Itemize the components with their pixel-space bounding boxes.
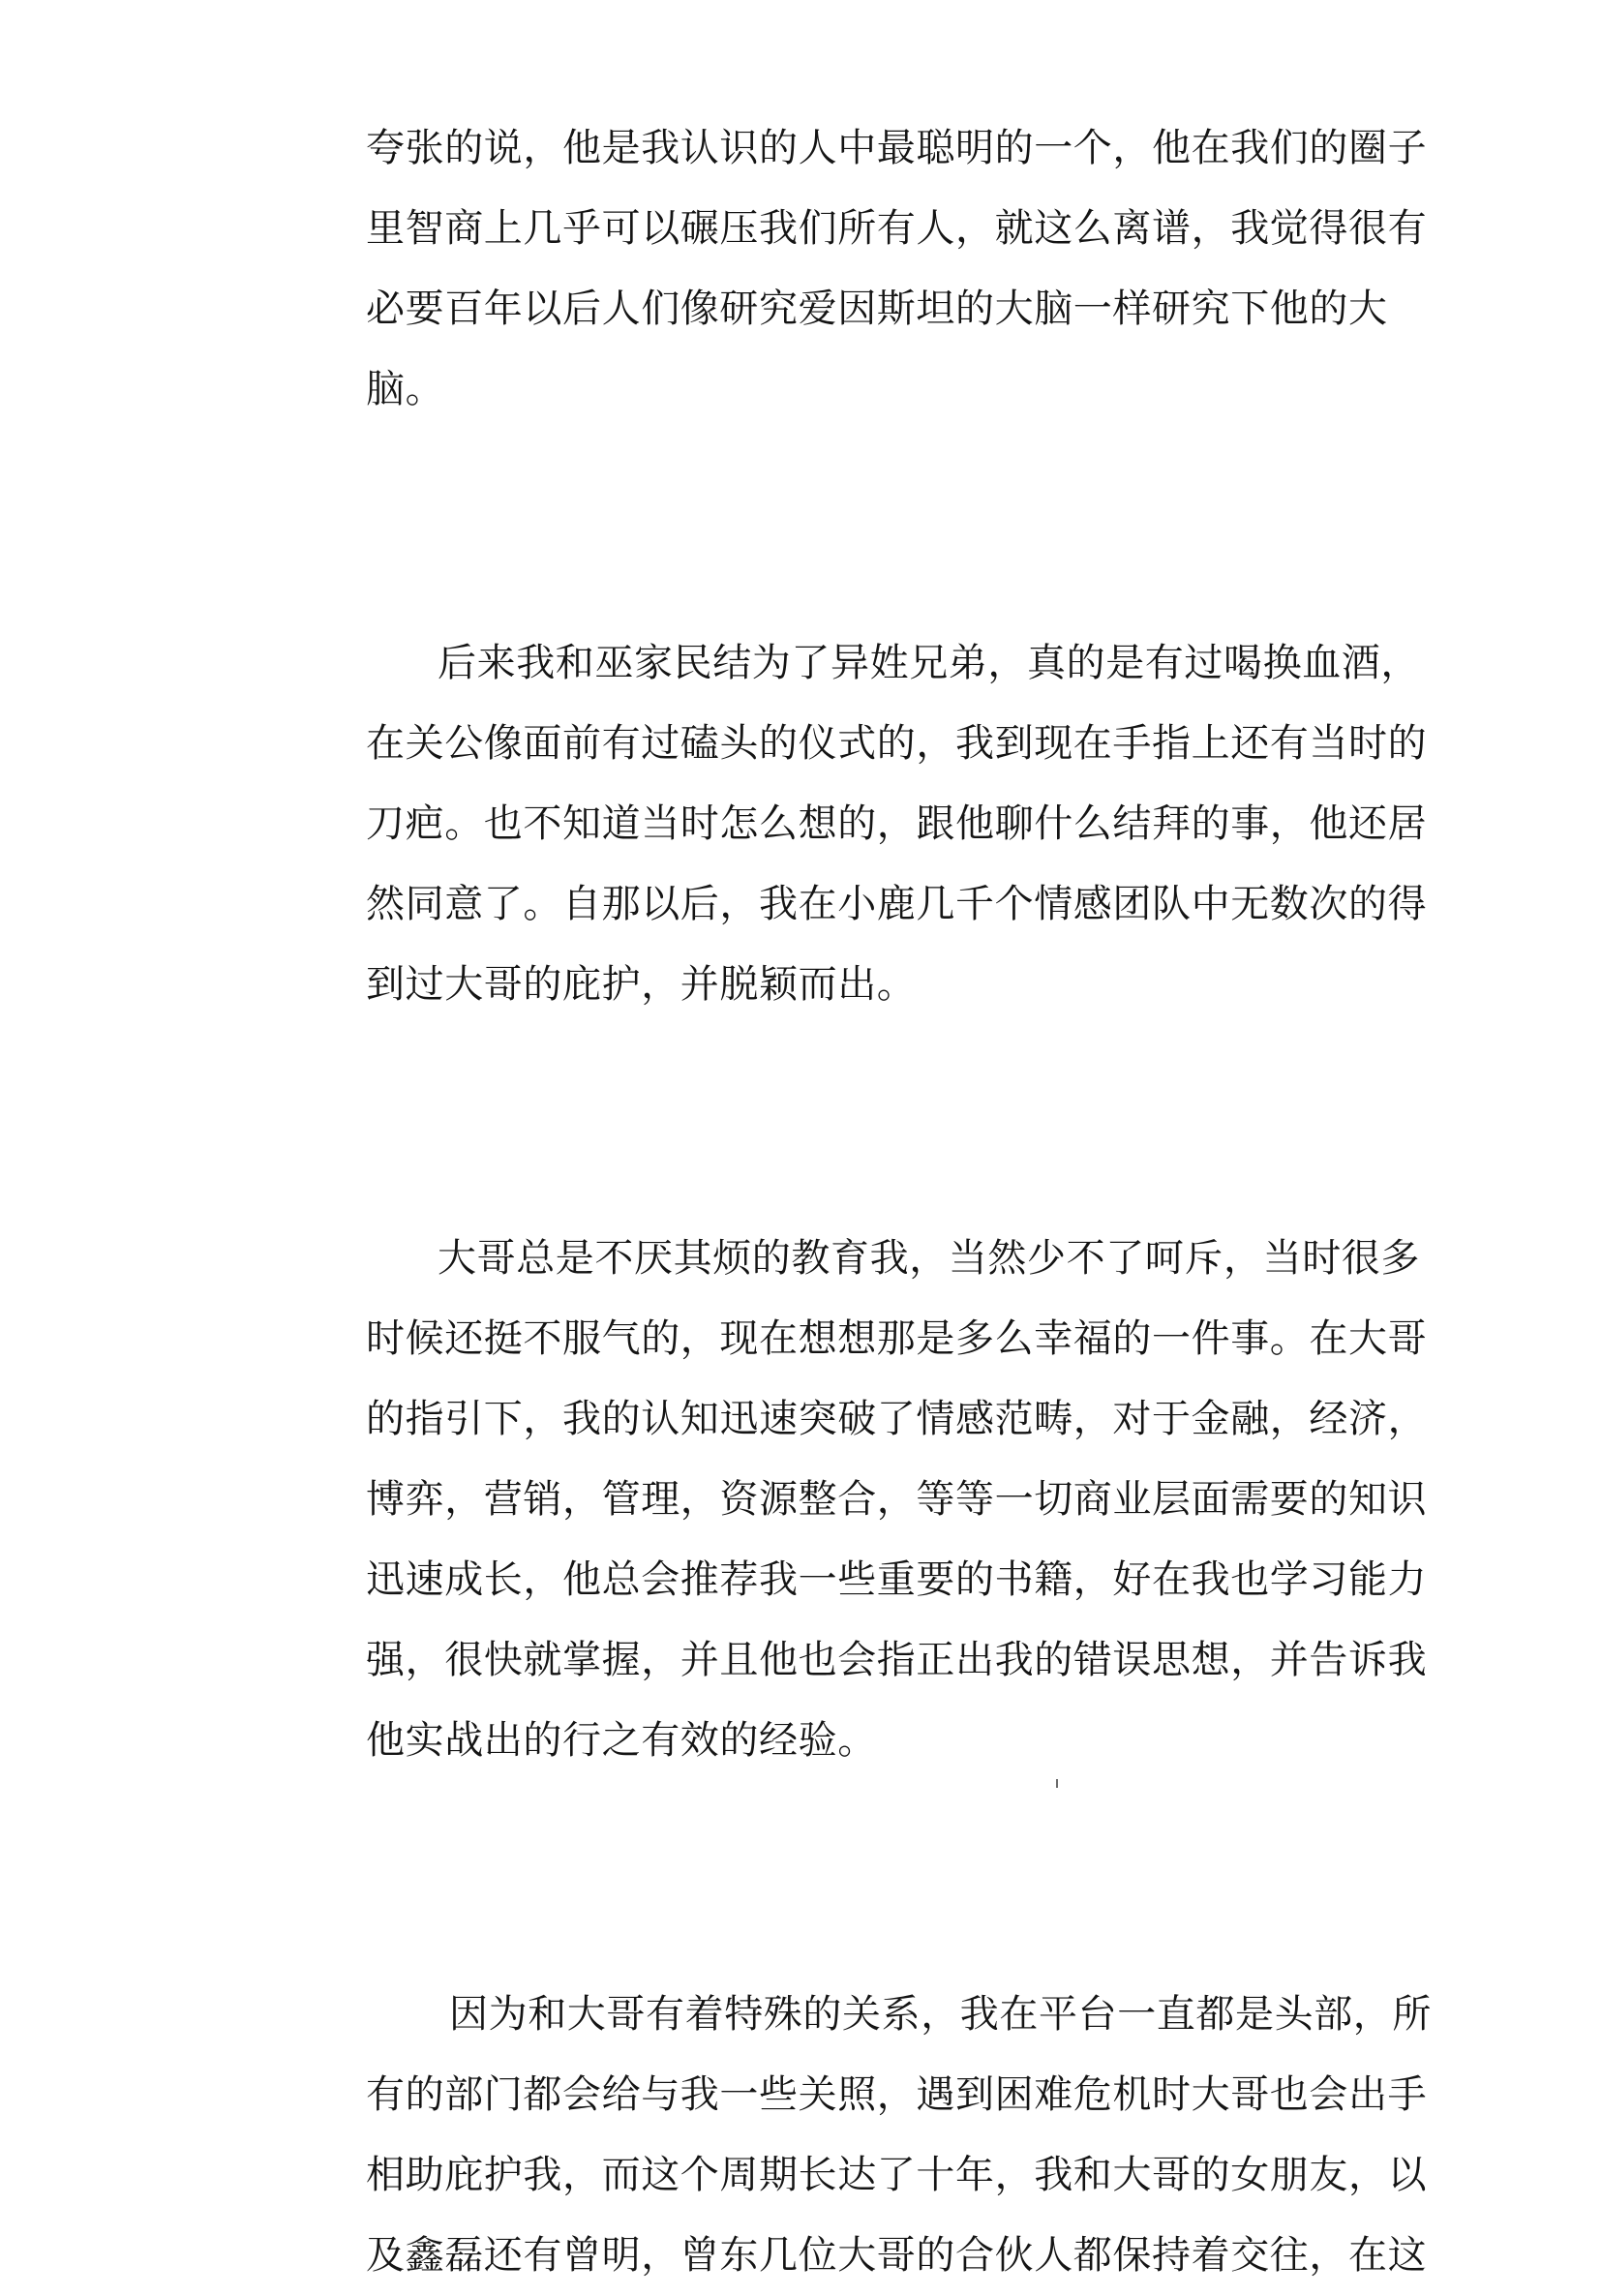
- paragraph-line: 时候还挺不服气的，现在想想那是多么幸福的一件事。在大哥: [366, 1316, 1428, 1361]
- paragraph-1: [366, 108, 1428, 430]
- paragraph-line: 他实战出的行之有效的经验。: [366, 1718, 877, 1763]
- paragraph-line: 及鑫磊还有曾明，曾东几位大哥的合伙人都保持着交往，在这: [366, 2233, 1428, 2278]
- paragraph-line: 夸张的说，他是我认识的人中最聪明的一个，他在我们的圈子: [366, 126, 1428, 170]
- paragraph-line: 在关公像面前有过磕头的仪式的，我到现在手指上还有当时的: [366, 721, 1428, 766]
- paragraph-line: 到过大哥的庇护，并脱颖而出。: [366, 962, 917, 1007]
- paragraph-line: 的指引下，我的认知迅速突破了情感范畴，对于金融，经济，: [366, 1397, 1428, 1441]
- paragraph-line: 必要百年以后人们像研究爱因斯坦的大脑一样研究下他的大: [366, 287, 1388, 331]
- paragraph-2: [366, 623, 1428, 1025]
- scan-speck: [1056, 1779, 1058, 1788]
- paragraph-line: 大哥总是不厌其烦的教育我，当然少不了呵斥，当时很多: [438, 1236, 1420, 1281]
- paragraph-line: 里智商上几乎可以碾压我们所有人，就这么离谱，我觉得很有: [366, 206, 1428, 251]
- paragraph-line: 迅速成长，他总会推荐我一些重要的书籍，好在我也学习能力: [366, 1557, 1428, 1602]
- paragraph-4: [366, 1975, 1432, 2296]
- paragraph-3: [366, 1219, 1428, 1781]
- paragraph-line: 脑。: [366, 367, 445, 411]
- paragraph-line: 相助庇护我，而这个周期长达了十年，我和大哥的女朋友，以: [366, 2153, 1428, 2197]
- paragraph-line: 后来我和巫家民结为了异姓兄弟，真的是有过喝换血酒，: [438, 641, 1420, 685]
- paragraph-line: 然同意了。自那以后，我在小鹿几千个情感团队中无数次的得: [366, 882, 1428, 926]
- paragraph-line: 有的部门都会给与我一些关照，遇到困难危机时大哥也会出手: [366, 2072, 1428, 2117]
- paragraph-line: 刀疤。也不知道当时怎么想的，跟他聊什么结拜的事，他还居: [366, 801, 1428, 846]
- paragraph-line: 博弈，营销，管理，资源整合，等等一切商业层面需要的知识: [366, 1477, 1428, 1522]
- paragraph-line: 强，很快就掌握，并且他也会指正出我的错误思想，并告诉我: [366, 1638, 1428, 1682]
- paragraph-line: 因为和大哥有着特殊的关系，我在平台一直都是头部，所: [449, 1992, 1432, 2037]
- document-body: [366, 108, 1432, 2296]
